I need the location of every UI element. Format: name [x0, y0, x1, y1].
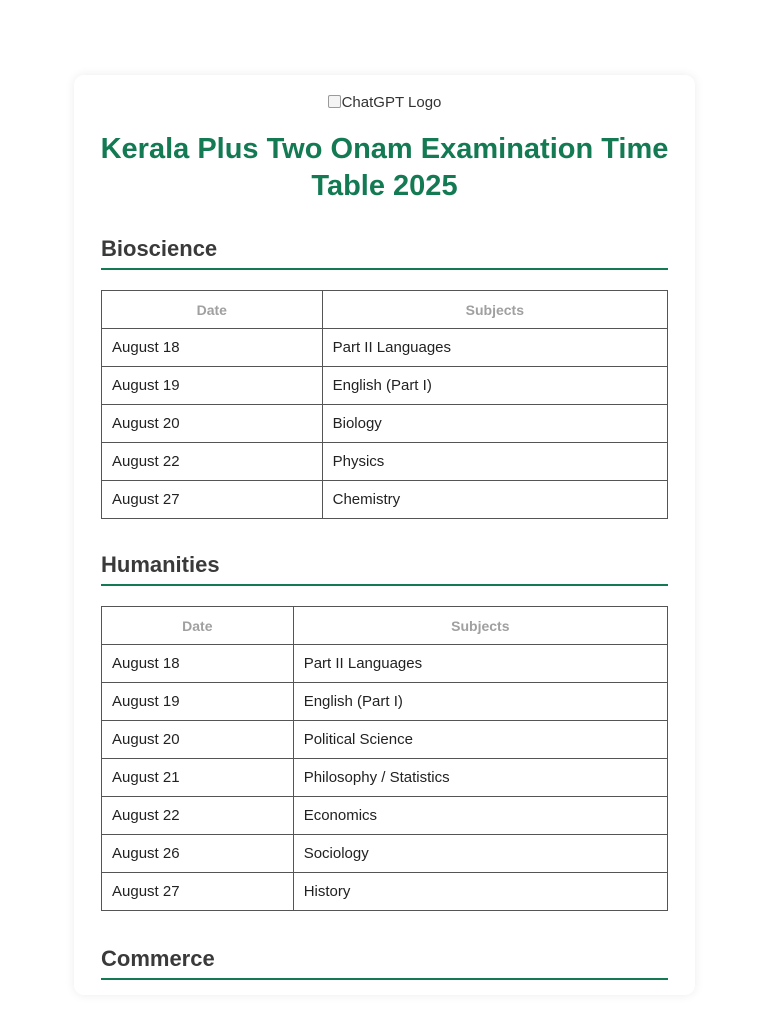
- table-header-row: [102, 607, 668, 645]
- logo-alt-text: ChatGPT Logo: [341, 94, 442, 111]
- date-cell: August 20: [102, 405, 323, 443]
- table-row: [102, 835, 668, 873]
- date-cell: August 27: [102, 481, 323, 519]
- subject-cell: Philosophy / Statistics: [293, 759, 667, 797]
- broken-image-icon: [328, 95, 341, 108]
- subject-cell: Part II Languages: [293, 645, 667, 683]
- content-card: [74, 75, 695, 995]
- table-row: [102, 873, 668, 911]
- logo: [74, 94, 695, 111]
- date-cell: August 26: [102, 835, 294, 873]
- date-cell: August 27: [102, 873, 294, 911]
- table-row: [102, 443, 668, 481]
- section-heading-bioscience: Bioscience: [101, 235, 668, 270]
- table-row: [102, 645, 668, 683]
- subject-cell: English (Part I): [293, 683, 667, 721]
- subject-cell: Economics: [293, 797, 667, 835]
- subject-cell: Chemistry: [322, 481, 667, 519]
- table-row: [102, 721, 668, 759]
- section-heading-commerce: Commerce: [101, 945, 668, 980]
- column-header-date: Date: [102, 607, 294, 645]
- table-row: [102, 405, 668, 443]
- section-heading-humanities: Humanities: [101, 551, 668, 586]
- table-row: [102, 759, 668, 797]
- date-cell: August 18: [102, 329, 323, 367]
- page-title: Kerala Plus Two Onam Examination Time Table 2025: [100, 133, 669, 202]
- date-cell: August 19: [102, 683, 294, 721]
- subject-cell: English (Part I): [322, 367, 667, 405]
- date-cell: August 19: [102, 367, 323, 405]
- column-header-subjects: Subjects: [322, 291, 667, 329]
- subject-cell: Biology: [322, 405, 667, 443]
- column-header-date: Date: [102, 291, 323, 329]
- bioscience-table: [101, 290, 668, 519]
- humanities-table: [101, 606, 668, 911]
- subject-cell: Physics: [322, 443, 667, 481]
- table-row: [102, 367, 668, 405]
- subject-cell: History: [293, 873, 667, 911]
- subject-cell: Part II Languages: [322, 329, 667, 367]
- column-header-subjects: Subjects: [293, 607, 667, 645]
- table-row: [102, 481, 668, 519]
- table-header-row: [102, 291, 668, 329]
- date-cell: August 20: [102, 721, 294, 759]
- subject-cell: Political Science: [293, 721, 667, 759]
- table-row: [102, 329, 668, 367]
- table-row: [102, 797, 668, 835]
- date-cell: August 21: [102, 759, 294, 797]
- table-row: [102, 683, 668, 721]
- date-cell: August 22: [102, 797, 294, 835]
- date-cell: August 18: [102, 645, 294, 683]
- date-cell: August 22: [102, 443, 323, 481]
- subject-cell: Sociology: [293, 835, 667, 873]
